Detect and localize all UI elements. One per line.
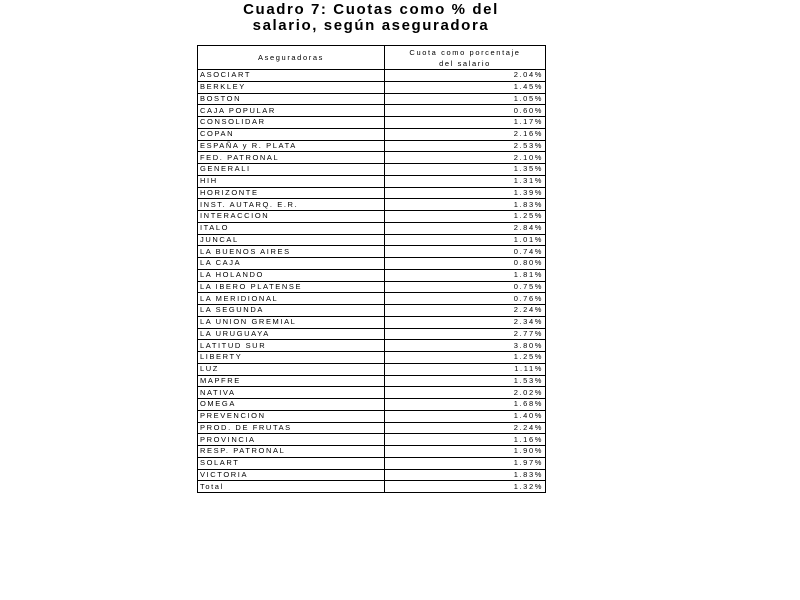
table-row (198, 258, 546, 270)
header-quota-percent (385, 46, 546, 70)
insurer-name-cell: LA IBERO PLATENSE (198, 281, 385, 293)
table-row (198, 387, 546, 399)
table-row (198, 105, 546, 117)
table-body (198, 70, 546, 493)
table-row (198, 434, 546, 446)
table-header-row (198, 46, 546, 70)
table-row (198, 316, 546, 328)
insurer-name-cell: RESP. PATRONAL (198, 446, 385, 458)
quota-percent-cell: 1.40% (385, 410, 546, 422)
quota-percent-cell: 2.34% (385, 316, 546, 328)
quota-percent-cell: 1.39% (385, 187, 546, 199)
table-row (198, 128, 546, 140)
insurer-name-cell: INST. AUTARQ. E.R. (198, 199, 385, 211)
quota-percent-cell: 1.45% (385, 81, 546, 93)
insurer-name-cell: SOLART (198, 457, 385, 469)
insurer-name-cell: ESPAÑA y R. PLATA (198, 140, 385, 152)
table-row (198, 363, 546, 375)
table-row (198, 375, 546, 387)
table-row-total (198, 481, 546, 493)
table-row (198, 222, 546, 234)
insurer-name-cell: PROVINCIA (198, 434, 385, 446)
insurer-name-cell: LA URUGUAYA (198, 328, 385, 340)
header-insurers: Aseguradoras (198, 46, 385, 70)
quota-percent-cell: 0.76% (385, 293, 546, 305)
table-row (198, 293, 546, 305)
insurer-name-cell: FED. PATRONAL (198, 152, 385, 164)
table-row (198, 140, 546, 152)
table-row (198, 399, 546, 411)
table-row (198, 175, 546, 187)
quota-percent-cell: 2.04% (385, 70, 546, 82)
insurer-name-cell: OMEGA (198, 399, 385, 411)
quota-percent-cell: 1.90% (385, 446, 546, 458)
insurer-name-cell: HORIZONTE (198, 187, 385, 199)
table-row (198, 211, 546, 223)
table-row (198, 457, 546, 469)
table-row (198, 281, 546, 293)
insurer-name-cell: LUZ (198, 363, 385, 375)
table-row (198, 93, 546, 105)
quota-percent-cell: 1.17% (385, 117, 546, 129)
insurer-name-cell: JUNCAL (198, 234, 385, 246)
table-row (198, 422, 546, 434)
insurer-name-cell: LIBERTY (198, 352, 385, 364)
quota-percent-cell: 1.31% (385, 175, 546, 187)
table-row (198, 152, 546, 164)
insurer-name-cell: LATITUD SUR (198, 340, 385, 352)
insurer-name-cell: LA SEGUNDA (198, 305, 385, 317)
table-row (198, 187, 546, 199)
quota-percent-cell: 2.77% (385, 328, 546, 340)
table-row (198, 81, 546, 93)
insurer-name-cell: GENERALI (198, 164, 385, 176)
table-row (198, 340, 546, 352)
table-row (198, 410, 546, 422)
quota-percent-cell: 2.02% (385, 387, 546, 399)
quota-percent-cell: 0.74% (385, 246, 546, 258)
insurer-name-cell: ITALO (198, 222, 385, 234)
quota-percent-cell: 2.24% (385, 305, 546, 317)
insurer-name-cell: CONSOLIDAR (198, 117, 385, 129)
insurer-name-cell: VICTORIA (198, 469, 385, 481)
title-line-1: Cuadro 7: Cuotas como % del (243, 1, 499, 18)
insurer-name-cell: ASOCIART (198, 70, 385, 82)
table-row (198, 469, 546, 481)
table-row (198, 246, 546, 258)
quota-percent-cell: 1.81% (385, 269, 546, 281)
quota-percent-cell: 2.10% (385, 152, 546, 164)
insurer-name-cell: LA HOLANDO (198, 269, 385, 281)
quota-percent-cell: 2.16% (385, 128, 546, 140)
quota-percent-cell: 0.80% (385, 258, 546, 270)
insurer-name-cell: PROD. DE FRUTAS (198, 422, 385, 434)
insurer-name-cell: MAPFRE (198, 375, 385, 387)
quota-percent-cell: 1.83% (385, 469, 546, 481)
quota-percent-cell: 2.84% (385, 222, 546, 234)
quota-percent-cell: 1.35% (385, 164, 546, 176)
insurer-name-cell: CAJA POPULAR (198, 105, 385, 117)
insurer-name-cell: Total (198, 481, 385, 493)
insurer-name-cell: BOSTON (198, 93, 385, 105)
table-row (198, 328, 546, 340)
quota-percent-cell: 1.11% (385, 363, 546, 375)
insurer-name-cell: INTERACCION (198, 211, 385, 223)
table-row (198, 305, 546, 317)
insurer-name-cell: COPAN (198, 128, 385, 140)
table-row (198, 199, 546, 211)
quota-percent-cell: 1.68% (385, 399, 546, 411)
insurer-name-cell: PREVENCION (198, 410, 385, 422)
quota-percent-cell: 0.60% (385, 105, 546, 117)
table-row (198, 352, 546, 364)
table-row (198, 70, 546, 82)
table-row (198, 269, 546, 281)
header-quota-line-2: del salario (439, 58, 491, 68)
quota-percent-cell: 3.80% (385, 340, 546, 352)
quota-percent-cell: 1.25% (385, 211, 546, 223)
insurer-name-cell: HIH (198, 175, 385, 187)
quota-percent-cell: 1.01% (385, 234, 546, 246)
insurer-name-cell: LA CAJA (198, 258, 385, 270)
quota-percent-cell: 1.53% (385, 375, 546, 387)
insurer-name-cell: NATIVA (198, 387, 385, 399)
table-row (198, 446, 546, 458)
insurer-name-cell: LA BUENOS AIRES (198, 246, 385, 258)
quota-percent-cell: 1.97% (385, 457, 546, 469)
quota-percent-cell: 0.75% (385, 281, 546, 293)
insurer-name-cell: LA UNION GREMIAL (198, 316, 385, 328)
table-row (198, 164, 546, 176)
quota-percent-cell: 1.16% (385, 434, 546, 446)
table-row (198, 234, 546, 246)
quota-percent-cell: 1.25% (385, 352, 546, 364)
quota-percent-cell: 1.05% (385, 93, 546, 105)
title-line-2: salario, según aseguradora (252, 17, 490, 34)
quotas-table (197, 45, 546, 493)
header-quota-line-1: Cuota como porcentaje (409, 47, 521, 57)
insurer-name-cell: BERKLEY (198, 81, 385, 93)
insurer-name-cell: LA MERIDIONAL (198, 293, 385, 305)
quota-percent-cell: 1.83% (385, 199, 546, 211)
table-row (198, 117, 546, 129)
quota-percent-cell: 1.32% (385, 481, 546, 493)
quota-percent-cell: 2.53% (385, 140, 546, 152)
document-title (197, 2, 545, 34)
quota-percent-cell: 2.24% (385, 422, 546, 434)
